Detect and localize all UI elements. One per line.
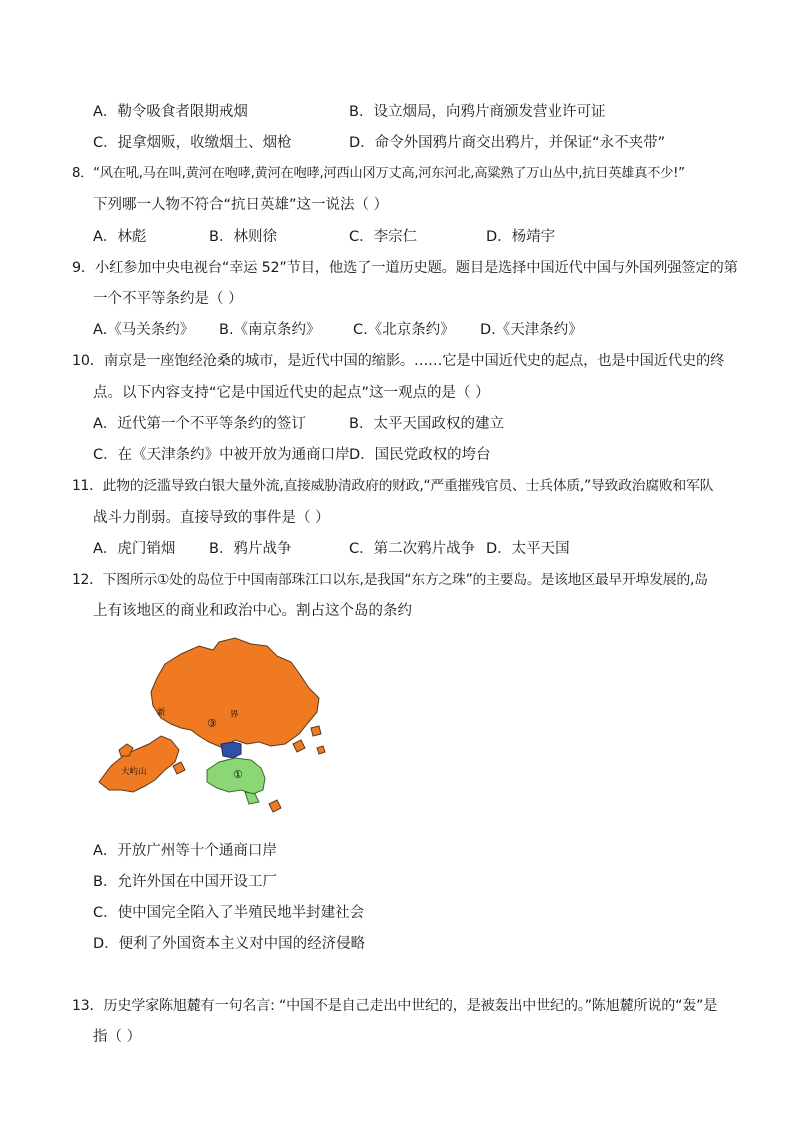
q12-stem-line1: 12．下图所示①处的岛位于中国南部珠江口以东,是我国“东方之珠”的主要岛。是该地区最早开埠发展的,岛 — [72, 572, 708, 588]
q12-stem-line2: 上有该地区的商业和政治中心。割占这个岛的条约 — [93, 603, 412, 619]
q10-option-d: D．国民党政权的垮台 — [349, 447, 491, 463]
q7-option-b: B．设立烟局，向鸦片商颁发营业许可证 — [349, 104, 606, 120]
q10-option-a: A．近代第一个不平等条约的签订 — [93, 416, 306, 432]
q8-stem-line1: 8．“风在吼,马在叫,黄河在咆哮,黄河在咆哮,河西山冈万丈高,河东河北,高粱熟了万山丛中,抗日英雄真不少!” — [72, 166, 685, 181]
q8-stem-line2: 下列哪一人物不符合“抗日英雄”这一说法（ ） — [93, 197, 389, 213]
q9-option-b: B.《南京条约》 — [219, 322, 321, 338]
q8-option-c: C．李宗仁 — [349, 229, 418, 245]
q9-stem-line1: 9．小红参加中央电视台“幸运 52”节目，他选了一道历史题。题目是选择中国近代中国与外国列强签定的第 — [72, 260, 738, 276]
small-island — [245, 792, 259, 804]
q12-option-a: A．开放广州等十个通商口岸 — [93, 843, 277, 859]
kowloon-region — [221, 742, 241, 758]
q9-option-d: D.《天津条约》 — [480, 322, 583, 338]
q9-stem-line2: 一个不平等条约是（ ） — [93, 291, 243, 307]
q10-option-b: B．太平天国政权的建立 — [349, 416, 504, 432]
q10-option-c: C．在《天津条约》中被开放为通商口岸 — [93, 447, 350, 463]
map-label-dayushan: 大屿山 — [121, 766, 147, 776]
q12-option-d: D．便利了外国资本主义对中国的经济侵略 — [93, 936, 366, 952]
q12-option-c: C．使中国完全陷入了半殖民地半封建社会 — [93, 905, 365, 921]
q8-option-b: B．林则徐 — [209, 229, 277, 245]
q12-option-b: B．允许外国在中国开设工厂 — [93, 874, 277, 890]
q8-option-d: D．杨靖宇 — [486, 229, 556, 245]
q13-stem-line2: 指（ ） — [93, 1029, 142, 1045]
q7-option-d: D．命令外国鸦片商交出鸦片，并保证“永不夹带” — [349, 135, 666, 151]
q7-option-a: A．勒令吸食者限期戒烟 — [93, 104, 248, 120]
map-label-jie: 界 — [230, 709, 239, 719]
q7-option-c: C．捉拿烟贩，收缴烟土、烟枪 — [93, 135, 292, 151]
map-label-3: ③ — [207, 717, 217, 730]
hong-kong-map — [95, 632, 330, 822]
q11-option-d: D．太平天国 — [486, 541, 570, 557]
q10-stem-line2: 点。以下内容支持“它是中国近代史的起点”这一观点的是（ ） — [93, 385, 490, 401]
small-island — [269, 800, 281, 812]
new-territories-region — [151, 638, 319, 748]
q11-option-a: A．虎门销烟 — [93, 541, 176, 557]
q11-stem-line2: 战斗力削弱。直接导致的事件是（ ） — [93, 510, 330, 526]
map-label-1: ① — [233, 768, 243, 781]
small-island — [317, 746, 325, 754]
small-island — [173, 762, 185, 774]
q9-option-a: A.《马关条约》 — [93, 322, 195, 338]
q8-option-a: A．林彪 — [93, 229, 147, 245]
lantau-island-region — [99, 736, 179, 792]
q9-option-c: C.《北京条约》 — [353, 322, 455, 338]
small-island — [293, 740, 305, 752]
map-label-xin: 新 — [157, 707, 166, 717]
q11-option-c: C．第二次鸦片战争 — [349, 541, 476, 557]
q11-option-b: B．鸦片战争 — [209, 541, 292, 557]
q13-stem-line1: 13．历史学家陈旭麓有一句名言: “中国不是自己走出中世纪的，是被轰出中世纪的。”陈旭麓所说的“轰”是 — [72, 998, 718, 1014]
q10-stem-line1: 10．南京是一座饱经沧桑的城市，是近代中国的缩影。……它是中国近代史的起点，也是中国近代史的终 — [72, 353, 725, 369]
q11-stem-line1: 11．此物的泛滥导致白银大量外流,直接威胁清政府的财政,“严重摧残官员、士兵体质,”导致政治腐败和军队 — [72, 478, 714, 494]
small-island — [311, 726, 321, 736]
